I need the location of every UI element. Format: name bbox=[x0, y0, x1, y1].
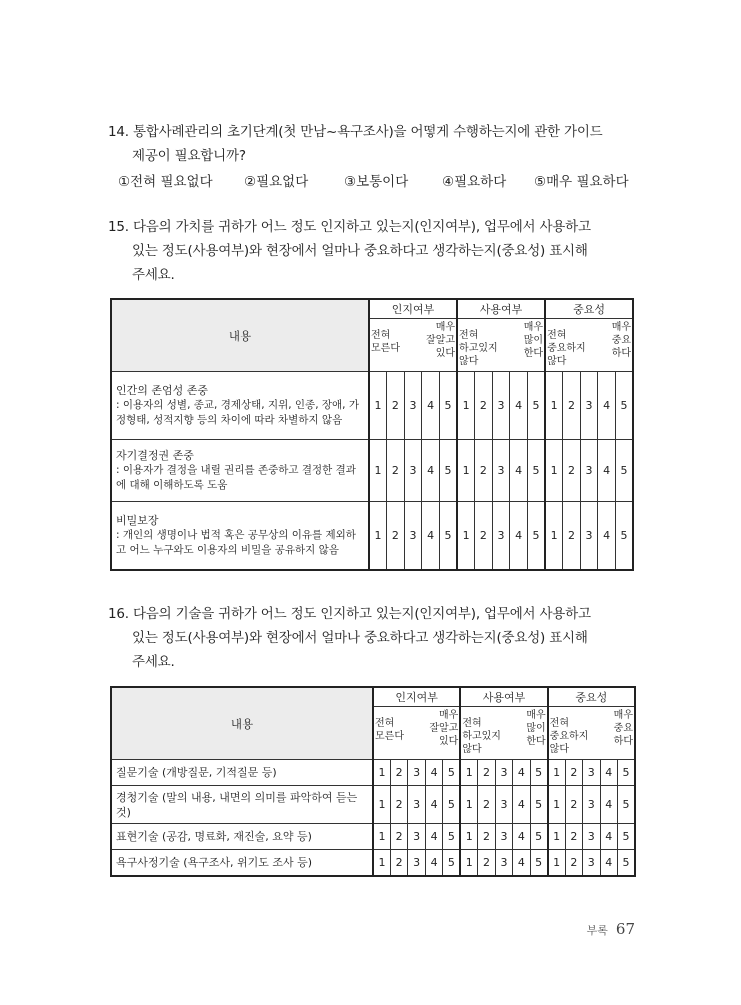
rating-option[interactable]: 3 bbox=[404, 372, 422, 440]
rating-option[interactable]: 4 bbox=[598, 372, 616, 440]
rating-option[interactable]: 1 bbox=[548, 824, 565, 850]
option-4[interactable]: ④필요하다 bbox=[442, 174, 507, 190]
rating-option[interactable]: 1 bbox=[369, 502, 387, 570]
rating-option[interactable]: 3 bbox=[580, 502, 598, 570]
group-header: 사용여부 bbox=[460, 687, 547, 707]
question-text: 다음의 기술을 귀하가 어느 정도 인지하고 있는지(인지여부), 업무에서 사용하고 bbox=[132, 606, 591, 622]
rating-option[interactable]: 5 bbox=[617, 760, 635, 786]
scale-low-label: 전혀 하고있지 않다 bbox=[459, 330, 498, 367]
table-row bbox=[111, 850, 635, 876]
rating-option[interactable]: 4 bbox=[422, 502, 440, 570]
question-number: 15. bbox=[108, 219, 129, 235]
row-title: 비밀보장 bbox=[116, 513, 159, 527]
rating-option[interactable]: 4 bbox=[600, 850, 617, 876]
rating-option[interactable]: 4 bbox=[598, 440, 616, 502]
rating-option[interactable]: 3 bbox=[583, 850, 600, 876]
table-row bbox=[111, 502, 633, 570]
rating-option[interactable]: 2 bbox=[475, 372, 493, 440]
row-description: : 이용자가 결정을 내릴 권리를 존중하고 결정한 결과에 대해 이해하도록 도움 bbox=[116, 464, 356, 491]
rating-option[interactable]: 3 bbox=[495, 760, 512, 786]
rating-option[interactable]: 4 bbox=[510, 372, 528, 440]
rating-option[interactable]: 4 bbox=[513, 786, 530, 824]
rating-option[interactable]: 2 bbox=[565, 786, 582, 824]
row-description: : 개인의 생명이나 법적 혹은 공무상의 이유를 제외하고 어느 누구와도 이용자의 비밀을 공유하지 않음 bbox=[116, 528, 356, 556]
rating-option[interactable]: 1 bbox=[373, 760, 390, 786]
row-title: 자기결정권 존중 bbox=[116, 449, 194, 462]
question-text-cont: 있는 정도(사용여부)와 현장에서 얼마나 중요하다고 생각하는지(중요성) 표시해 bbox=[132, 630, 588, 646]
rating-option[interactable]: 1 bbox=[369, 440, 387, 502]
group-header: 사용여부 bbox=[457, 299, 545, 319]
rating-option[interactable]: 3 bbox=[408, 824, 425, 850]
rating-option[interactable]: 5 bbox=[443, 824, 461, 850]
rating-option[interactable]: 1 bbox=[545, 440, 563, 502]
content-header: 내용 bbox=[111, 299, 369, 372]
rating-option[interactable]: 3 bbox=[495, 824, 512, 850]
rating-option[interactable]: 2 bbox=[390, 786, 407, 824]
scale-high-label: 매우 잘알고 있다 bbox=[429, 710, 459, 747]
rating-option[interactable]: 4 bbox=[513, 760, 530, 786]
scale-anchors bbox=[460, 707, 547, 760]
rating-option[interactable]: 1 bbox=[373, 850, 390, 876]
row-content bbox=[111, 850, 373, 876]
rating-option[interactable]: 2 bbox=[475, 502, 493, 570]
rating-option[interactable]: 2 bbox=[387, 502, 405, 570]
option-2[interactable]: ②필요없다 bbox=[244, 174, 309, 190]
row-content bbox=[111, 824, 373, 850]
question-text-cont: 주세요. bbox=[132, 267, 175, 283]
rating-option[interactable]: 5 bbox=[615, 502, 633, 570]
rating-option[interactable]: 1 bbox=[460, 824, 477, 850]
row-content bbox=[111, 760, 373, 786]
scale-low-label: 전혀 중요하지 않다 bbox=[549, 718, 589, 755]
page-number: 67 bbox=[615, 920, 635, 938]
rating-option[interactable]: 5 bbox=[615, 440, 633, 502]
footer-section: 부록 bbox=[586, 924, 608, 937]
survey-table-values bbox=[110, 298, 634, 571]
scale-high-label: 매우 중요 하다 bbox=[613, 710, 633, 747]
rating-option[interactable]: 5 bbox=[443, 786, 461, 824]
row-title: 경청기술 (말의 내용, 내면의 의미를 파악하여 듣는 것) bbox=[116, 790, 358, 819]
scale-high-label: 매우 많이 한다 bbox=[523, 322, 544, 359]
row-content bbox=[111, 502, 369, 570]
rating-option[interactable]: 4 bbox=[600, 786, 617, 824]
row-description: : 이용자의 성별, 종교, 경제상태, 지위, 인종, 장애, 가정형태, 성적지향 등의 차이에 따라 차별하지 않음 bbox=[116, 399, 359, 426]
rating-option[interactable]: 3 bbox=[492, 502, 510, 570]
question-text-cont: 제공이 필요합니까? bbox=[132, 148, 246, 164]
rating-option[interactable]: 5 bbox=[439, 372, 457, 440]
rating-option[interactable]: 2 bbox=[390, 850, 407, 876]
group-header: 중요성 bbox=[548, 687, 635, 707]
scale-low-label: 전혀 모른다 bbox=[375, 718, 404, 742]
answer-options bbox=[118, 170, 638, 190]
question-text: 통합사례관리의 초기단계(첫 만남~욕구조사)을 어떻게 수행하는지에 관한 가이드 bbox=[132, 124, 603, 140]
rating-option[interactable]: 4 bbox=[422, 440, 440, 502]
rating-option[interactable]: 4 bbox=[425, 824, 442, 850]
rating-option[interactable]: 3 bbox=[580, 440, 598, 502]
rating-option[interactable]: 4 bbox=[598, 502, 616, 570]
rating-option[interactable]: 4 bbox=[600, 760, 617, 786]
rating-option[interactable]: 3 bbox=[583, 760, 600, 786]
rating-option[interactable]: 2 bbox=[478, 824, 495, 850]
question-number: 16. bbox=[108, 606, 129, 622]
rating-option[interactable]: 2 bbox=[387, 372, 405, 440]
rating-option[interactable]: 1 bbox=[373, 824, 390, 850]
question-text-cont: 주세요. bbox=[132, 654, 175, 670]
scale-low-label: 전혀 모른다 bbox=[371, 330, 400, 354]
row-title: 욕구사정기술 (욕구조사, 위기도 조사 등) bbox=[116, 855, 313, 869]
rating-option[interactable]: 2 bbox=[478, 760, 495, 786]
rating-option[interactable]: 5 bbox=[530, 850, 548, 876]
rating-option[interactable]: 5 bbox=[443, 850, 461, 876]
page-footer bbox=[587, 920, 635, 938]
rating-option[interactable]: 1 bbox=[460, 760, 477, 786]
rating-option[interactable]: 5 bbox=[530, 824, 548, 850]
rating-option[interactable]: 2 bbox=[563, 440, 581, 502]
row-content bbox=[111, 440, 369, 502]
scale-anchors bbox=[369, 319, 457, 372]
option-1[interactable]: ①전혀 필요없다 bbox=[118, 174, 213, 190]
rating-option[interactable]: 4 bbox=[422, 372, 440, 440]
rating-option[interactable]: 3 bbox=[580, 372, 598, 440]
rating-option[interactable]: 5 bbox=[527, 372, 545, 440]
rating-option[interactable]: 1 bbox=[548, 760, 565, 786]
rating-option[interactable]: 4 bbox=[425, 850, 442, 876]
rating-option[interactable]: 3 bbox=[408, 850, 425, 876]
scale-anchors bbox=[457, 319, 545, 372]
rating-option[interactable]: 1 bbox=[460, 786, 477, 824]
group-header: 인지여부 bbox=[369, 299, 457, 319]
rating-option[interactable]: 2 bbox=[563, 372, 581, 440]
rating-option[interactable]: 5 bbox=[530, 786, 548, 824]
option-5[interactable]: ⑤매우 필요하다 bbox=[534, 174, 629, 190]
option-3[interactable]: ③보통이다 bbox=[344, 174, 409, 190]
rating-option[interactable]: 4 bbox=[600, 824, 617, 850]
question-14 bbox=[108, 120, 638, 168]
rating-option[interactable]: 1 bbox=[548, 786, 565, 824]
group-header: 인지여부 bbox=[373, 687, 460, 707]
rating-option[interactable]: 1 bbox=[545, 502, 563, 570]
rating-option[interactable]: 3 bbox=[583, 824, 600, 850]
scale-anchors bbox=[548, 707, 635, 760]
scale-anchors bbox=[545, 319, 633, 372]
rating-option[interactable]: 3 bbox=[404, 502, 422, 570]
rating-option[interactable]: 2 bbox=[565, 824, 582, 850]
rating-option[interactable]: 3 bbox=[492, 372, 510, 440]
rating-option[interactable]: 2 bbox=[565, 850, 582, 876]
rating-option[interactable]: 3 bbox=[404, 440, 422, 502]
rating-option[interactable]: 1 bbox=[545, 372, 563, 440]
rating-option[interactable]: 3 bbox=[492, 440, 510, 502]
table-row bbox=[111, 440, 633, 502]
rating-option[interactable]: 5 bbox=[617, 850, 635, 876]
table-row bbox=[111, 760, 635, 786]
rating-option[interactable]: 2 bbox=[563, 502, 581, 570]
rating-option[interactable]: 5 bbox=[530, 760, 548, 786]
rating-option[interactable]: 3 bbox=[583, 786, 600, 824]
group-header: 중요성 bbox=[545, 299, 633, 319]
rating-option[interactable]: 1 bbox=[457, 502, 475, 570]
rating-option[interactable]: 1 bbox=[457, 372, 475, 440]
table-row bbox=[111, 372, 633, 440]
row-title: 표현기술 (공감, 명료화, 재진술, 요약 등) bbox=[116, 830, 312, 843]
rating-option[interactable]: 4 bbox=[513, 824, 530, 850]
rating-option[interactable]: 3 bbox=[408, 786, 425, 824]
row-title: 질문기술 (개방질문, 기적질문 등) bbox=[116, 766, 277, 779]
rating-option[interactable]: 5 bbox=[617, 824, 635, 850]
scale-low-label: 전혀 하고있지 않다 bbox=[462, 718, 501, 755]
rating-option[interactable]: 5 bbox=[439, 502, 457, 570]
rating-option[interactable]: 5 bbox=[527, 440, 545, 502]
rating-option[interactable]: 2 bbox=[390, 824, 407, 850]
question-text: 다음의 가치를 귀하가 어느 정도 인지하고 있는지(인지여부), 업무에서 사용하고 bbox=[132, 219, 591, 235]
row-title: 인간의 존엄성 존중 bbox=[116, 384, 209, 397]
rating-option[interactable]: 2 bbox=[387, 440, 405, 502]
question-15 bbox=[108, 215, 638, 287]
scale-high-label: 매우 중요 하다 bbox=[611, 322, 632, 359]
rating-option[interactable]: 3 bbox=[495, 850, 512, 876]
rating-option[interactable]: 5 bbox=[443, 760, 461, 786]
rating-option[interactable]: 4 bbox=[425, 760, 442, 786]
rating-option[interactable]: 2 bbox=[478, 786, 495, 824]
rating-option[interactable]: 5 bbox=[615, 372, 633, 440]
rating-option[interactable]: 1 bbox=[457, 440, 475, 502]
scale-high-label: 매우 많이 한다 bbox=[526, 710, 546, 747]
rating-option[interactable]: 4 bbox=[510, 502, 528, 570]
row-content bbox=[111, 372, 369, 440]
scale-high-label: 매우 잘알고 있다 bbox=[426, 322, 456, 359]
scale-anchors bbox=[373, 707, 460, 760]
row-content bbox=[111, 786, 373, 824]
rating-option[interactable]: 1 bbox=[460, 850, 477, 876]
question-number: 14. bbox=[108, 124, 129, 140]
content-header: 내용 bbox=[111, 687, 373, 760]
rating-option[interactable]: 3 bbox=[495, 786, 512, 824]
rating-option[interactable]: 4 bbox=[510, 440, 528, 502]
rating-option[interactable]: 2 bbox=[478, 850, 495, 876]
rating-option[interactable]: 1 bbox=[548, 850, 565, 876]
rating-option[interactable]: 5 bbox=[439, 440, 457, 502]
table-row bbox=[111, 824, 635, 850]
rating-option[interactable]: 2 bbox=[475, 440, 493, 502]
rating-option[interactable]: 2 bbox=[390, 760, 407, 786]
question-text-cont: 있는 정도(사용여부)와 현장에서 얼마나 중요하다고 생각하는지(중요성) 표시해 bbox=[132, 243, 588, 259]
survey-table-skills bbox=[110, 686, 636, 877]
question-16 bbox=[108, 602, 638, 674]
rating-option[interactable]: 3 bbox=[408, 760, 425, 786]
scale-low-label: 전혀 중요하지 않다 bbox=[547, 330, 586, 367]
rating-option[interactable]: 1 bbox=[369, 372, 387, 440]
rating-option[interactable]: 4 bbox=[513, 850, 530, 876]
table-row bbox=[111, 786, 635, 824]
rating-option[interactable]: 5 bbox=[527, 502, 545, 570]
rating-option[interactable]: 2 bbox=[565, 760, 582, 786]
rating-option[interactable]: 4 bbox=[425, 786, 442, 824]
rating-option[interactable]: 1 bbox=[373, 786, 390, 824]
rating-option[interactable]: 5 bbox=[617, 786, 635, 824]
